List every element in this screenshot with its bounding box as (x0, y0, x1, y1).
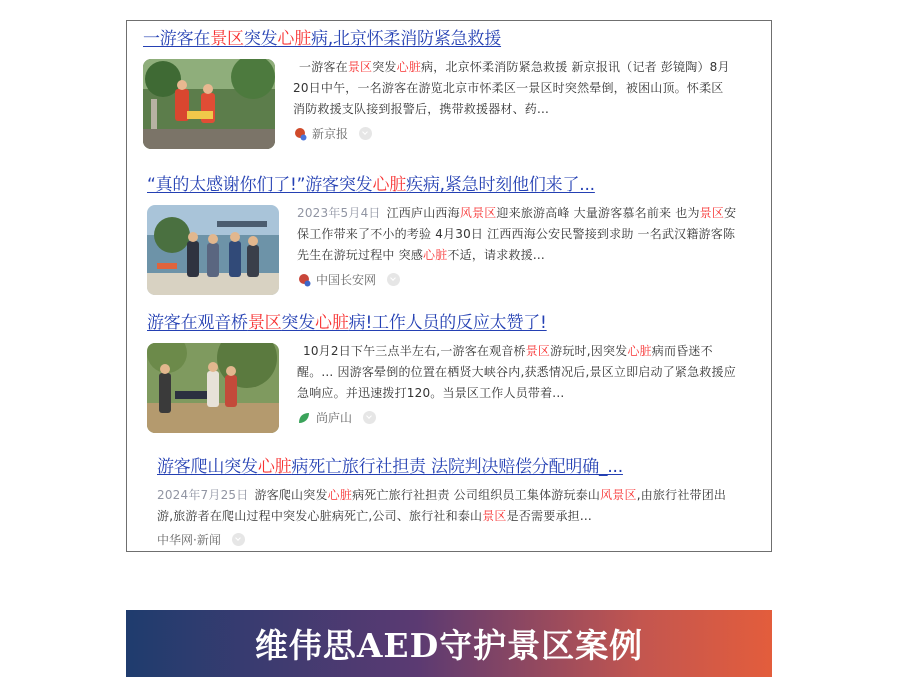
text-run: 突发 (372, 60, 397, 74)
stretcher-photo-icon (147, 343, 279, 433)
result-title[interactable] (143, 27, 743, 51)
text-run: ,由旅行社带团出游,旅游者在爬山过程中突发心脏病死亡,公司、旅行社和泰山 (157, 488, 727, 523)
text-run: 病死亡旅行社担责 公司组织员工集体游玩泰山 (352, 488, 601, 502)
chevron-down-icon[interactable] (387, 273, 400, 286)
leaf-logo-icon (297, 411, 311, 425)
text-run: 一游客在 (299, 60, 348, 74)
text-run: 突发 (281, 313, 316, 333)
text-run: 游客爬山突发 (254, 488, 328, 502)
result-thumbnail[interactable] (143, 59, 275, 149)
result-body (143, 57, 743, 153)
text-run: 疾病,紧急时刻他们来了... (406, 175, 595, 195)
text-run: “真的太感谢你们了!”游客突发 (147, 175, 373, 195)
keyword-highlight: 心脏 (423, 248, 448, 262)
result-snippet (297, 341, 737, 404)
keyword-highlight: 景区 (210, 29, 244, 49)
result-body (157, 485, 757, 552)
rescue-photo-icon (143, 59, 275, 149)
result-source[interactable] (297, 271, 400, 288)
keyword-highlight: 心脏 (315, 313, 349, 333)
text-run: 病，北京怀柔消防紧急救援 新京报讯（记者 彭镜陶）8月20日中午，一名游客在游览北京市怀柔区一景区时突然晕倒，被困山顶。怀柔区消防救援支队接到报警后，携带救援器材、药... (293, 60, 730, 116)
result-title[interactable] (147, 311, 747, 335)
keyword-highlight: 风景区 (600, 488, 637, 502)
keyword-highlight: 景区 (525, 344, 551, 358)
result-title[interactable] (147, 173, 747, 197)
text-run: 一游客在 (143, 29, 211, 49)
result-date: 2023年5月4日 (297, 206, 381, 220)
text-run: 病!工作人员的反应太赞了! (348, 313, 547, 333)
text-run: 游客在观音桥 (147, 313, 248, 333)
text-run: 江西庐山西海 (386, 206, 460, 220)
source-name: 中国长安网 (316, 273, 377, 287)
keyword-highlight: 心脏 (277, 29, 312, 49)
result-thumbnail[interactable] (147, 343, 279, 433)
source-name: 中华网·新闻 (157, 533, 221, 547)
case-banner (126, 610, 772, 677)
result-snippet (297, 203, 737, 266)
keyword-highlight: 景区 (482, 509, 507, 523)
keyword-highlight: 心脏 (396, 60, 422, 74)
keyword-highlight: 景区 (699, 206, 725, 220)
result-snippet (293, 57, 733, 120)
keyword-highlight: 景区 (347, 60, 373, 74)
text-run: 突发 (243, 29, 278, 49)
result-thumbnail[interactable] (147, 205, 279, 295)
keyword-highlight: 风景区 (459, 206, 497, 220)
text-run: 是否需要承担... (506, 509, 592, 523)
lakeside-photo-icon (147, 205, 279, 295)
keyword-highlight: 心脏 (372, 175, 407, 195)
text-run: 迎来旅游高峰 大量游客慕名前来 也为 (496, 206, 700, 220)
text-run: 病死亡旅行社担责 法院判决赔偿分配明确_... (291, 457, 623, 477)
chevron-down-icon[interactable] (359, 127, 372, 140)
result-item (157, 455, 757, 552)
result-snippet (157, 485, 737, 527)
banner-title: 维伟思AED守护景区案例 (254, 626, 644, 665)
source-name: 尚庐山 (316, 411, 353, 425)
source-name: 新京报 (312, 127, 349, 141)
text-run: 游客爬山突发 (157, 457, 258, 477)
text-run: 病而昏迷不醒。... 因游客晕倒的位置在栖贤大峡谷内,获悉情况后,景区立即启动了紧急救援应急响应。并迅速拨打120。当景区工作人员带着... (297, 344, 736, 400)
keyword-highlight: 心脏 (257, 457, 292, 477)
result-source[interactable] (157, 531, 245, 548)
text-run: 游玩时,因突发 (550, 344, 628, 358)
keyword-highlight: 心脏 (627, 344, 652, 358)
text-run: 10月2日下午三点半左右,一游客在观音桥 (303, 344, 526, 358)
keyword-highlight: 心脏 (327, 488, 353, 502)
chevron-down-icon[interactable] (232, 533, 245, 546)
result-source[interactable] (293, 125, 372, 142)
result-item (143, 27, 743, 153)
result-source[interactable] (297, 409, 376, 426)
text-run: 不适，请求救援... (447, 248, 545, 262)
result-date: 2024年7月25日 (157, 488, 249, 502)
search-results-panel (126, 20, 772, 552)
result-item (147, 311, 747, 437)
text-run: 病,北京怀柔消防紧急救援 (311, 29, 502, 49)
chevron-down-icon[interactable] (363, 411, 376, 424)
result-title[interactable] (157, 455, 757, 479)
text-run: 安保工作带来了不小的考验 4月30日 江西西海公安民警接到求助 一名武汉籍游客陈先生在游玩过程中 突感 (297, 206, 737, 262)
xinjingbao-logo-icon (293, 127, 307, 141)
changan-logo-icon (297, 273, 311, 287)
result-body (147, 341, 747, 437)
result-item (147, 173, 747, 299)
keyword-highlight: 景区 (247, 313, 282, 333)
result-body (147, 203, 747, 299)
